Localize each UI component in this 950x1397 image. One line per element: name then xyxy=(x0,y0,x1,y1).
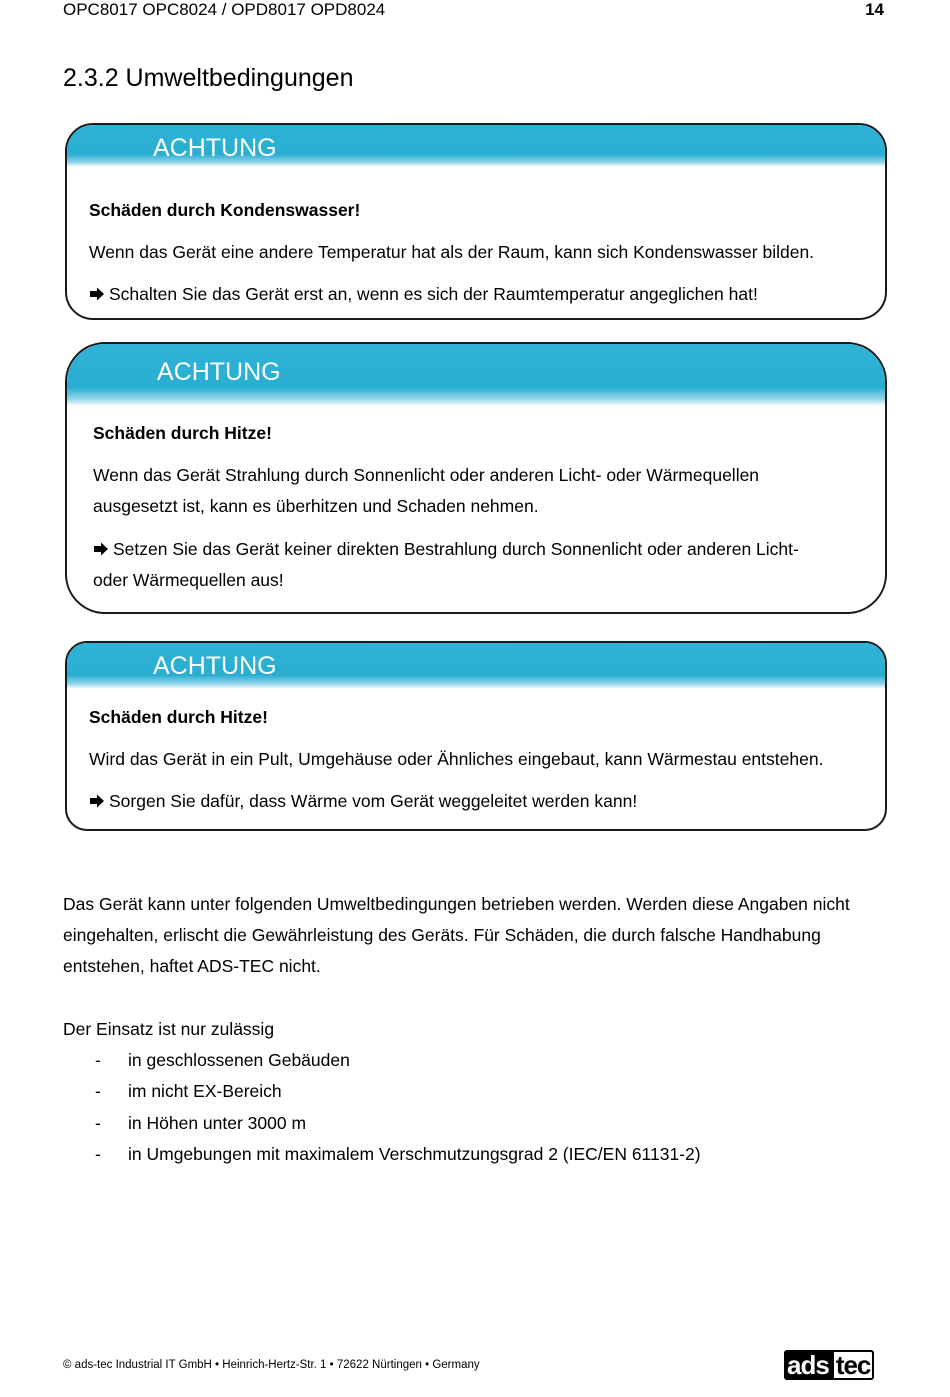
notice-heading: Schäden durch Kondenswasser! xyxy=(89,200,361,220)
document-model-header: OPC8017 OPC8024 / OPD8017 OPD8024 xyxy=(63,0,386,19)
notice-heat-buildup xyxy=(65,641,887,831)
list-marker: - xyxy=(95,1143,101,1164)
notice-heading: Schäden durch Hitze! xyxy=(93,423,272,443)
notice-label: ACHTUNG xyxy=(153,652,277,680)
notice-condensation xyxy=(65,123,887,320)
notice-action-text: Setzen Sie das Gerät keiner direkten Bestrahlung durch Sonnenlicht oder anderen Licht- xyxy=(113,539,799,559)
logo-part-tec: tec xyxy=(832,1350,875,1380)
paragraph-line: eingehalten, erlischt die Gewährleistung des Geräts. Für Schäden, die durch falsche Handhabung xyxy=(63,925,821,945)
notice-label: ACHTUNG xyxy=(153,134,277,162)
notice-action-text: Sorgen Sie dafür, dass Wärme vom Gerät weggeleitet werden kann! xyxy=(109,791,638,811)
list-item-text: in Umgebungen mit maximalem Verschmutzungsgrad 2 (IEC/EN 61131-2) xyxy=(128,1143,701,1164)
notice-action xyxy=(89,786,863,817)
notice-text-line: Wenn das Gerät Strahlung durch Sonnenlicht oder anderen Licht- oder Wärmequellen xyxy=(93,465,760,485)
page-number: 14 xyxy=(865,0,884,19)
notice-action-text: Schalten Sie das Gerät erst an, wenn es sich der Raumtemperatur angeglichen hat! xyxy=(109,284,758,304)
section-title: 2.3.2 Umweltbedingungen xyxy=(63,64,354,92)
notice-header-band xyxy=(67,643,885,689)
paragraph-line: Das Gerät kann unter folgenden Umweltbedingungen betrieben werden. Werden diese Angaben nicht xyxy=(63,894,850,914)
list-marker: - xyxy=(95,1081,101,1102)
paragraph-line: entstehen, haftet ADS-TEC nicht. xyxy=(63,956,321,976)
notice-text: Wird das Gerät in ein Pult, Umgehäuse oder Ähnliches eingebaut, kann Wärmestau entstehen. xyxy=(89,749,824,769)
arrow-right-icon xyxy=(93,542,109,556)
list-item-text: in Höhen unter 3000 m xyxy=(128,1112,307,1133)
notice-action xyxy=(89,279,863,310)
arrow-right-icon xyxy=(89,794,105,808)
footer-address: © ads-tec Industrial IT GmbH • Heinrich-Hertz-Str. 1 • 72622 Nürtingen • Germany xyxy=(63,1359,480,1371)
notice-heading: Schäden durch Hitze! xyxy=(89,707,268,727)
notice-text-line: ausgesetzt ist, kann es überhitzen und Schaden nehmen. xyxy=(93,496,539,516)
notice-heat-radiation xyxy=(65,342,887,614)
list-item-text: im nicht EX-Bereich xyxy=(128,1081,282,1102)
ads-tec-logo xyxy=(784,1350,884,1380)
list-marker: - xyxy=(95,1050,101,1070)
arrow-right-icon xyxy=(89,287,105,301)
notice-action-line: oder Wärmequellen aus! xyxy=(93,570,284,590)
notice-header-band xyxy=(67,344,885,406)
notice-label: ACHTUNG xyxy=(157,358,281,386)
logo-part-ads: ads xyxy=(784,1350,832,1380)
list-item-text: in geschlossenen Gebäuden xyxy=(128,1050,350,1070)
notice-text: Wenn das Gerät eine andere Temperatur hat als der Raum, kann sich Kondenswasser bilden. xyxy=(89,242,815,262)
notice-header-band xyxy=(67,125,885,167)
list-marker: - xyxy=(95,1112,101,1133)
paragraph-usage: Der Einsatz ist nur zulässig xyxy=(63,1019,275,1039)
notice-action xyxy=(93,534,863,565)
